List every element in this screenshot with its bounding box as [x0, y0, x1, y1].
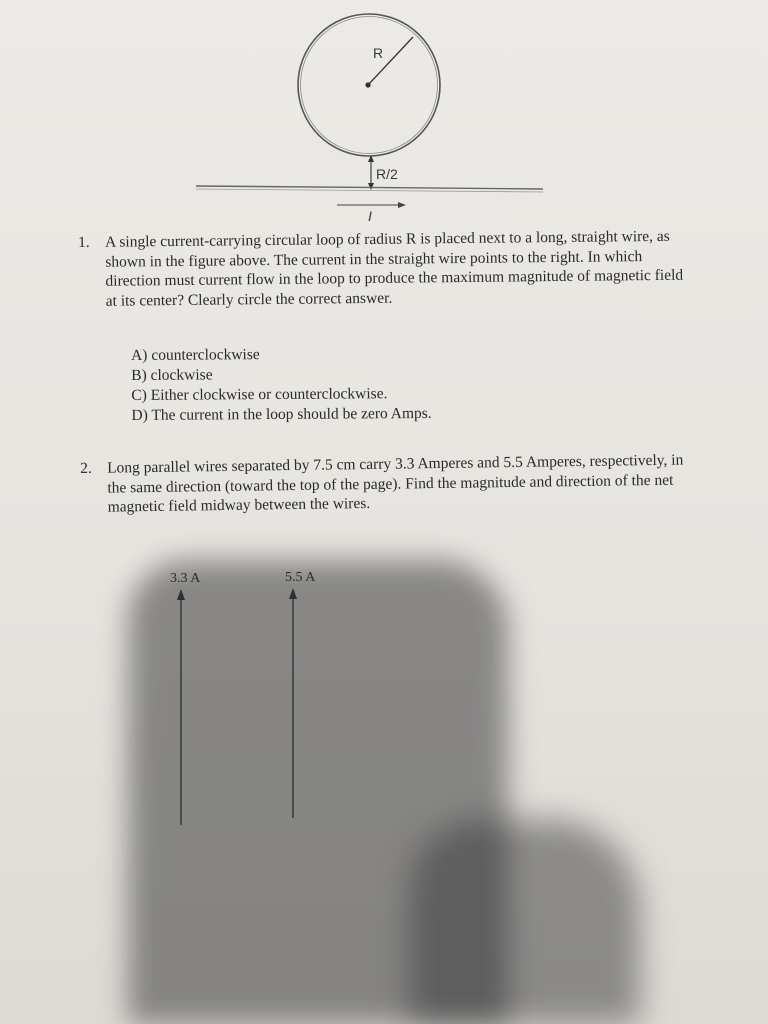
wire-2-arrow — [289, 588, 297, 599]
current-arrow-head — [398, 202, 406, 208]
question-2-number: 2. — [80, 459, 92, 477]
question-1-number: 1. — [78, 233, 90, 251]
radius-label: R — [373, 45, 384, 61]
gap-label: R/2 — [376, 166, 398, 182]
question-2-text: Long parallel wires separated by 7.5 cm carry 3.3 Amperes and 5.5 Amperes, respectively, in the same direction (toward the top of the page). Find the magnitude and direction of the net magnetic field midway between the wires. — [107, 451, 684, 516]
wire-2-label: 5.5 A — [285, 570, 316, 585]
choice-c[interactable]: C) Either clockwise or counterclockwise. — [131, 385, 388, 404]
wire-1-label: 3.3 A — [170, 571, 201, 586]
question-1-choices — [131, 344, 432, 426]
choice-a[interactable]: A) counterclockwise — [131, 346, 260, 364]
question-1-text: A single current-carrying circular loop of radius R is placed next to a long, straight wire, as shown in the figure above. The current in the straight wire points to the right. In which direction must current flow in the loop to produce the maximum magnitude of magnetic field at its center? Clearly circle the correct answer. — [105, 227, 684, 310]
gap-arrow-down — [368, 183, 374, 190]
current-label: I — [368, 208, 372, 224]
choice-b[interactable]: B) clockwise — [131, 366, 213, 384]
straight-wire-edge — [196, 189, 543, 192]
choice-d[interactable]: D) The current in the loop should be zero Amps. — [131, 404, 432, 424]
wire-1-arrow — [177, 589, 185, 600]
